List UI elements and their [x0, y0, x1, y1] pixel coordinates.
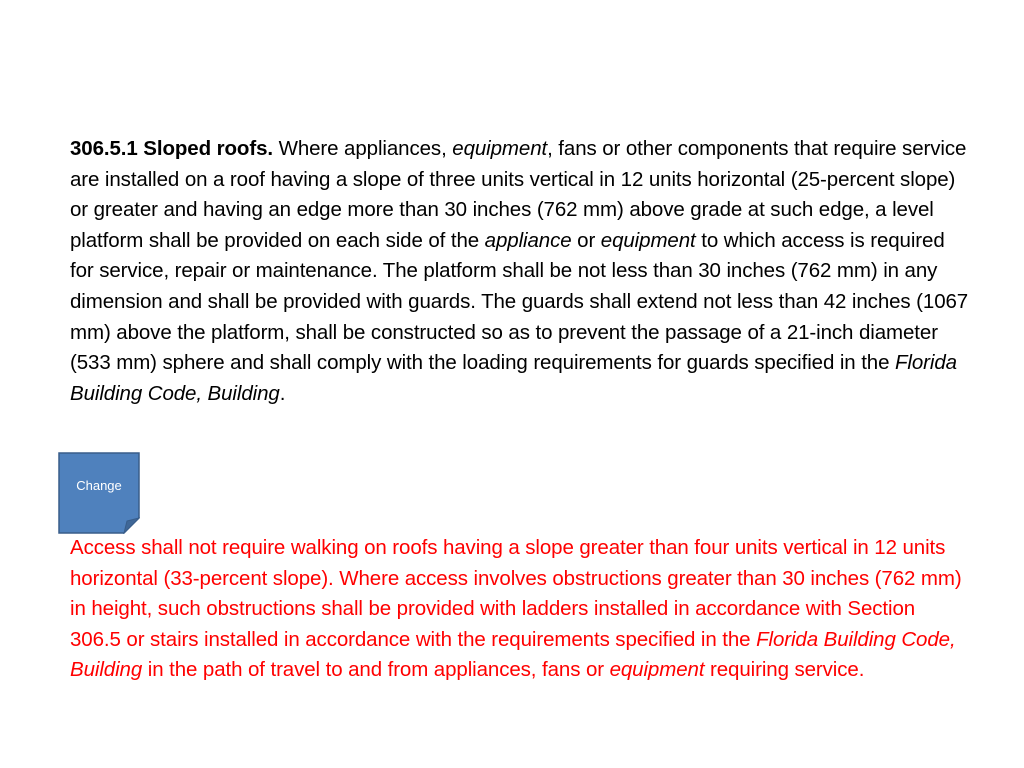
section-text: . [279, 381, 286, 405]
code-reference: Florida Building Code, Building [70, 627, 956, 682]
change-text: Access shall not require walking on roofs having a slope greater than four units vertical in 12 units horizontal (33-percent slope). Where access involves obstructions greater than 30 inches (762 mm) in height, such obstructions shall be provided with ladders installed in accordance with Section 306.5 or stairs installed in accordance with the requirements specified in the [70, 536, 962, 651]
change-badge-label: Change [76, 478, 122, 493]
section-italic-term: equipment [452, 137, 548, 160]
section-paragraph [70, 134, 970, 409]
change-italic-term: equipment [609, 658, 705, 682]
change-badge[interactable] [58, 452, 140, 534]
section-italic-term: appliance [484, 228, 572, 252]
section-text: , fans or other components that require service are installed on a roof having a slope of three units vertical in 12 units horizontal (25-percent slope) or greater and having an edge more than 30 inches (762 mm) above grade at such edge, a level platform shall be provided on each side of the [70, 137, 967, 252]
section-text: or [571, 228, 601, 252]
section-text: to which access is required for service, repair or maintenance. The platform shall be not less than 30 inches (762 mm) in any dimension and shall be provided with guards. The guards shall extend not less than 42 inches (1067 mm) above the platform, shall be constructed so as to prevent the passage of a 21-inch diameter (533 mm) sphere and shall comply with the loading requirements for guards specified in the [70, 228, 969, 375]
section-heading: 306.5.1 Sloped roofs. [70, 137, 273, 160]
code-reference: Florida Building Code, Building [70, 351, 957, 405]
folded-corner-shape-icon [58, 452, 140, 534]
change-text: requiring service. [704, 658, 865, 682]
section-text: Where appliances, [272, 137, 453, 160]
section-italic-term: equipment [600, 228, 696, 252]
change-paragraph [70, 533, 970, 686]
change-text: in the path of travel to and from appliances, fans or [142, 658, 610, 682]
